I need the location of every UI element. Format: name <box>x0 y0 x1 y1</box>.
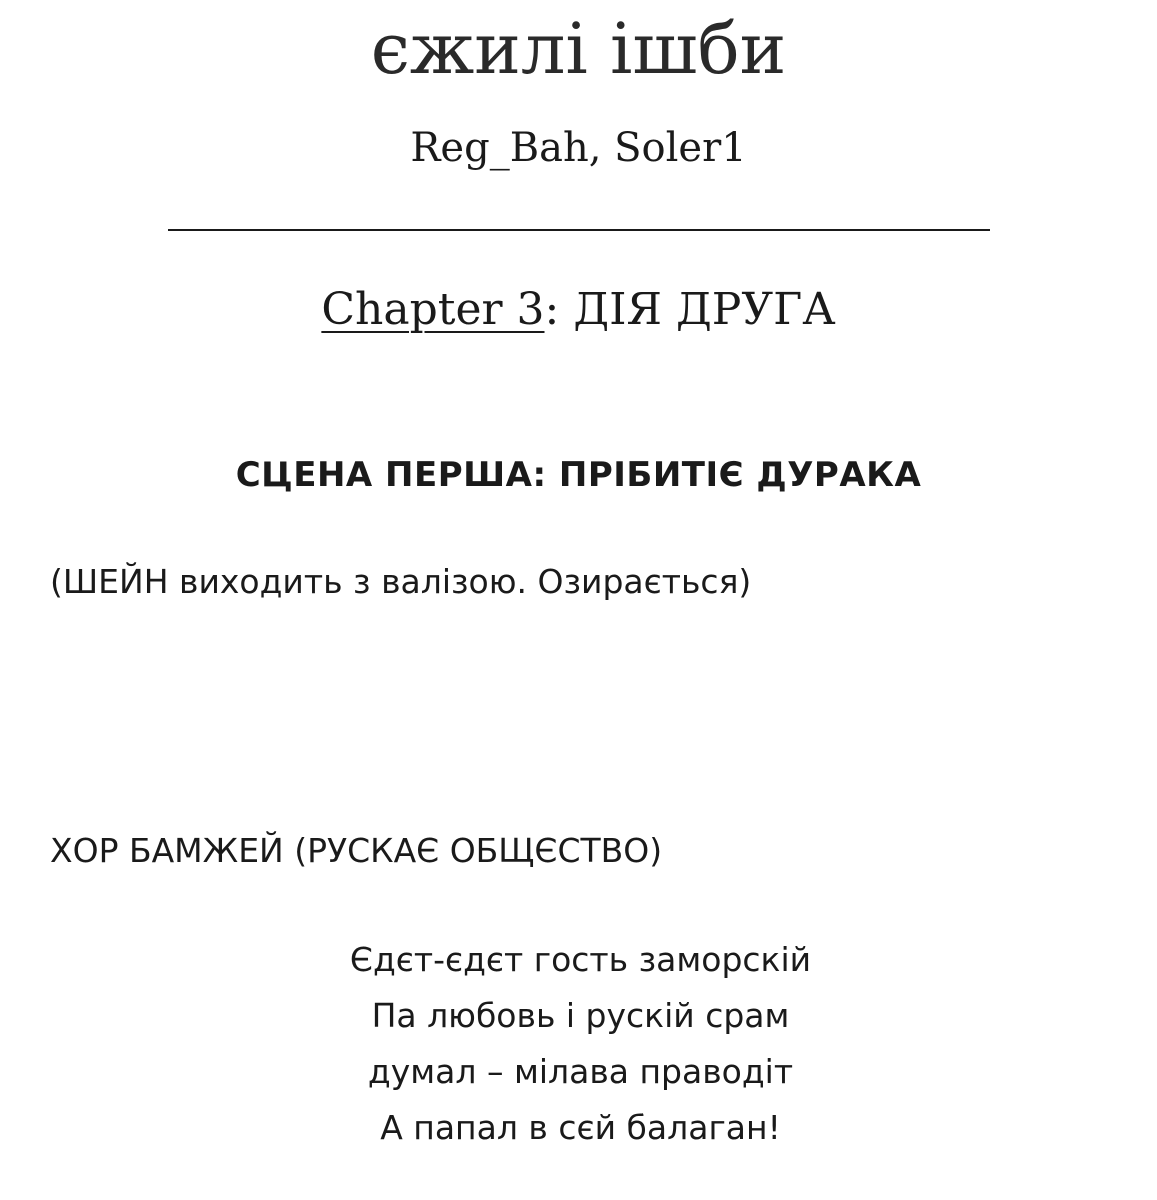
verse-line: думал – мілава праводіт <box>367 1052 794 1091</box>
scene-title: СЦЕНА ПЕРША: ПРІБИТІЄ ДУРАКА <box>235 455 922 495</box>
verse-line: Єдєт-єдєт гость заморскій <box>349 940 812 979</box>
chapter-name: ДІЯ ДРУГА <box>573 284 836 335</box>
chapter-separator: : <box>544 284 574 335</box>
verse-line: А папал в сєй балаган! <box>380 1108 781 1147</box>
chapter-link[interactable]: Chapter 3 <box>321 284 545 335</box>
speaker-name: ХОР БАМЖЕЙ (РУСКАЄ ОБЩЄСТВО) <box>50 831 663 870</box>
stage-direction: (ШЕЙН виходить з валізою. Озирається) <box>50 562 752 601</box>
work-authors[interactable]: Reg_Bah, Soler1 <box>410 125 747 171</box>
header-divider <box>168 229 990 231</box>
verse-block <box>0 932 1157 1156</box>
chapter-heading <box>0 280 1157 340</box>
verse-line: Па любовь і рускій срам <box>371 996 790 1035</box>
work-title: єжилі ішби <box>370 8 787 90</box>
